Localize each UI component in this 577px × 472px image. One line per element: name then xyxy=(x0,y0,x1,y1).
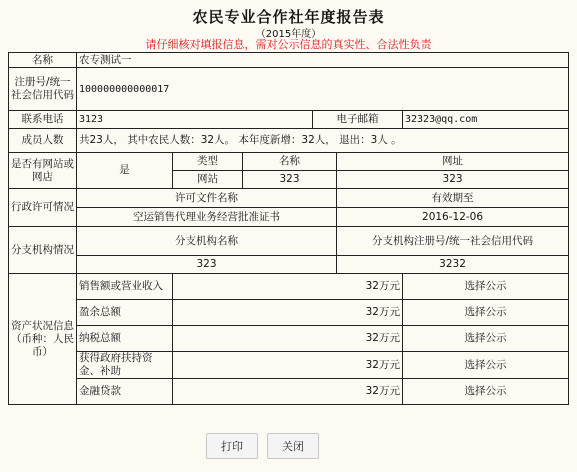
select-publish-button[interactable]: 选择公示 xyxy=(403,300,569,326)
asset-value: 32万元 xyxy=(173,300,403,326)
asset-row xyxy=(9,300,569,326)
row-registration xyxy=(9,68,569,111)
row-contact xyxy=(9,111,569,129)
asset-row xyxy=(9,352,569,379)
name-label: 名称 xyxy=(9,53,77,68)
select-publish-button[interactable]: 选择公示 xyxy=(403,274,569,300)
branch-label: 分支机构情况 xyxy=(9,227,77,274)
asset-row xyxy=(9,379,569,405)
row-license-header xyxy=(9,189,569,208)
assets-label: 资产状况信息（币种：人民币） xyxy=(9,274,77,405)
phone-value: 3123 xyxy=(77,111,313,129)
asset-row xyxy=(9,326,569,352)
registration-label: 注册号/统一社会信用代码 xyxy=(9,68,77,111)
row-members xyxy=(9,129,569,153)
warning-notice: 请仔细核对填报信息，需对公示信息的真实性、合法性负责 xyxy=(145,38,432,51)
email-label: 电子邮箱 xyxy=(313,111,403,129)
phone-label: 联系电话 xyxy=(9,111,77,129)
asset-value: 32万元 xyxy=(173,379,403,405)
annual-report-table xyxy=(8,52,569,405)
report-title: 农民专业合作社年度报告表 xyxy=(192,8,385,26)
asset-label: 销售额或营业收入 xyxy=(77,274,173,300)
asset-label: 获得政府扶持资金、补助 xyxy=(77,352,173,379)
branch-reg-value: 3232 xyxy=(337,256,569,274)
asset-row xyxy=(9,274,569,300)
members-value: 共23人， 其中农民人数：32人。 本年度新增：32人， 退出：3人 。 xyxy=(77,129,569,153)
website-label: 是否有网站或网店 xyxy=(9,153,77,189)
website-col-url: 网址 xyxy=(337,153,569,171)
email-value: 32323@qq.com xyxy=(403,111,569,129)
row-license-data xyxy=(9,208,569,227)
report-year: （2015年度） xyxy=(255,29,322,40)
license-label: 行政许可情况 xyxy=(9,189,77,227)
asset-value: 32万元 xyxy=(173,274,403,300)
branch-name-value: 323 xyxy=(77,256,337,274)
license-col-expiry: 有效期至 xyxy=(337,189,569,208)
license-col-name: 许可文件名称 xyxy=(77,189,337,208)
website-col-name: 名称 xyxy=(243,153,337,171)
close-button[interactable]: 关闭 xyxy=(267,433,319,459)
asset-value: 32万元 xyxy=(173,326,403,352)
row-branch-header xyxy=(9,227,569,256)
members-label: 成员人数 xyxy=(9,129,77,153)
asset-label: 金融贷款 xyxy=(77,379,173,405)
website-has-value: 是 xyxy=(77,153,173,189)
asset-label: 盈余总额 xyxy=(77,300,173,326)
print-button[interactable]: 打印 xyxy=(206,433,258,459)
asset-value: 32万元 xyxy=(173,352,403,379)
website-type-value: 网站 xyxy=(173,171,243,189)
row-website-header xyxy=(9,153,569,171)
branch-col-name: 分支机构名称 xyxy=(77,227,337,256)
registration-value: 100000000000017 xyxy=(77,68,569,111)
website-col-type: 类型 xyxy=(173,153,243,171)
select-publish-button[interactable]: 选择公示 xyxy=(403,379,569,405)
row-branch-data xyxy=(9,256,569,274)
name-value: 农专测试一 xyxy=(77,53,569,68)
row-name xyxy=(9,53,569,68)
website-url-value: 323 xyxy=(337,171,569,189)
branch-col-reg: 分支机构注册号/统一社会信用代码 xyxy=(337,227,569,256)
website-name-value: 323 xyxy=(243,171,337,189)
license-expiry-value: 2016-12-06 xyxy=(337,208,569,227)
asset-label: 纳税总额 xyxy=(77,326,173,352)
select-publish-button[interactable]: 选择公示 xyxy=(403,352,569,379)
license-name-value: 空运销售代理业务经营批准证书 xyxy=(77,208,337,227)
select-publish-button[interactable]: 选择公示 xyxy=(403,326,569,352)
